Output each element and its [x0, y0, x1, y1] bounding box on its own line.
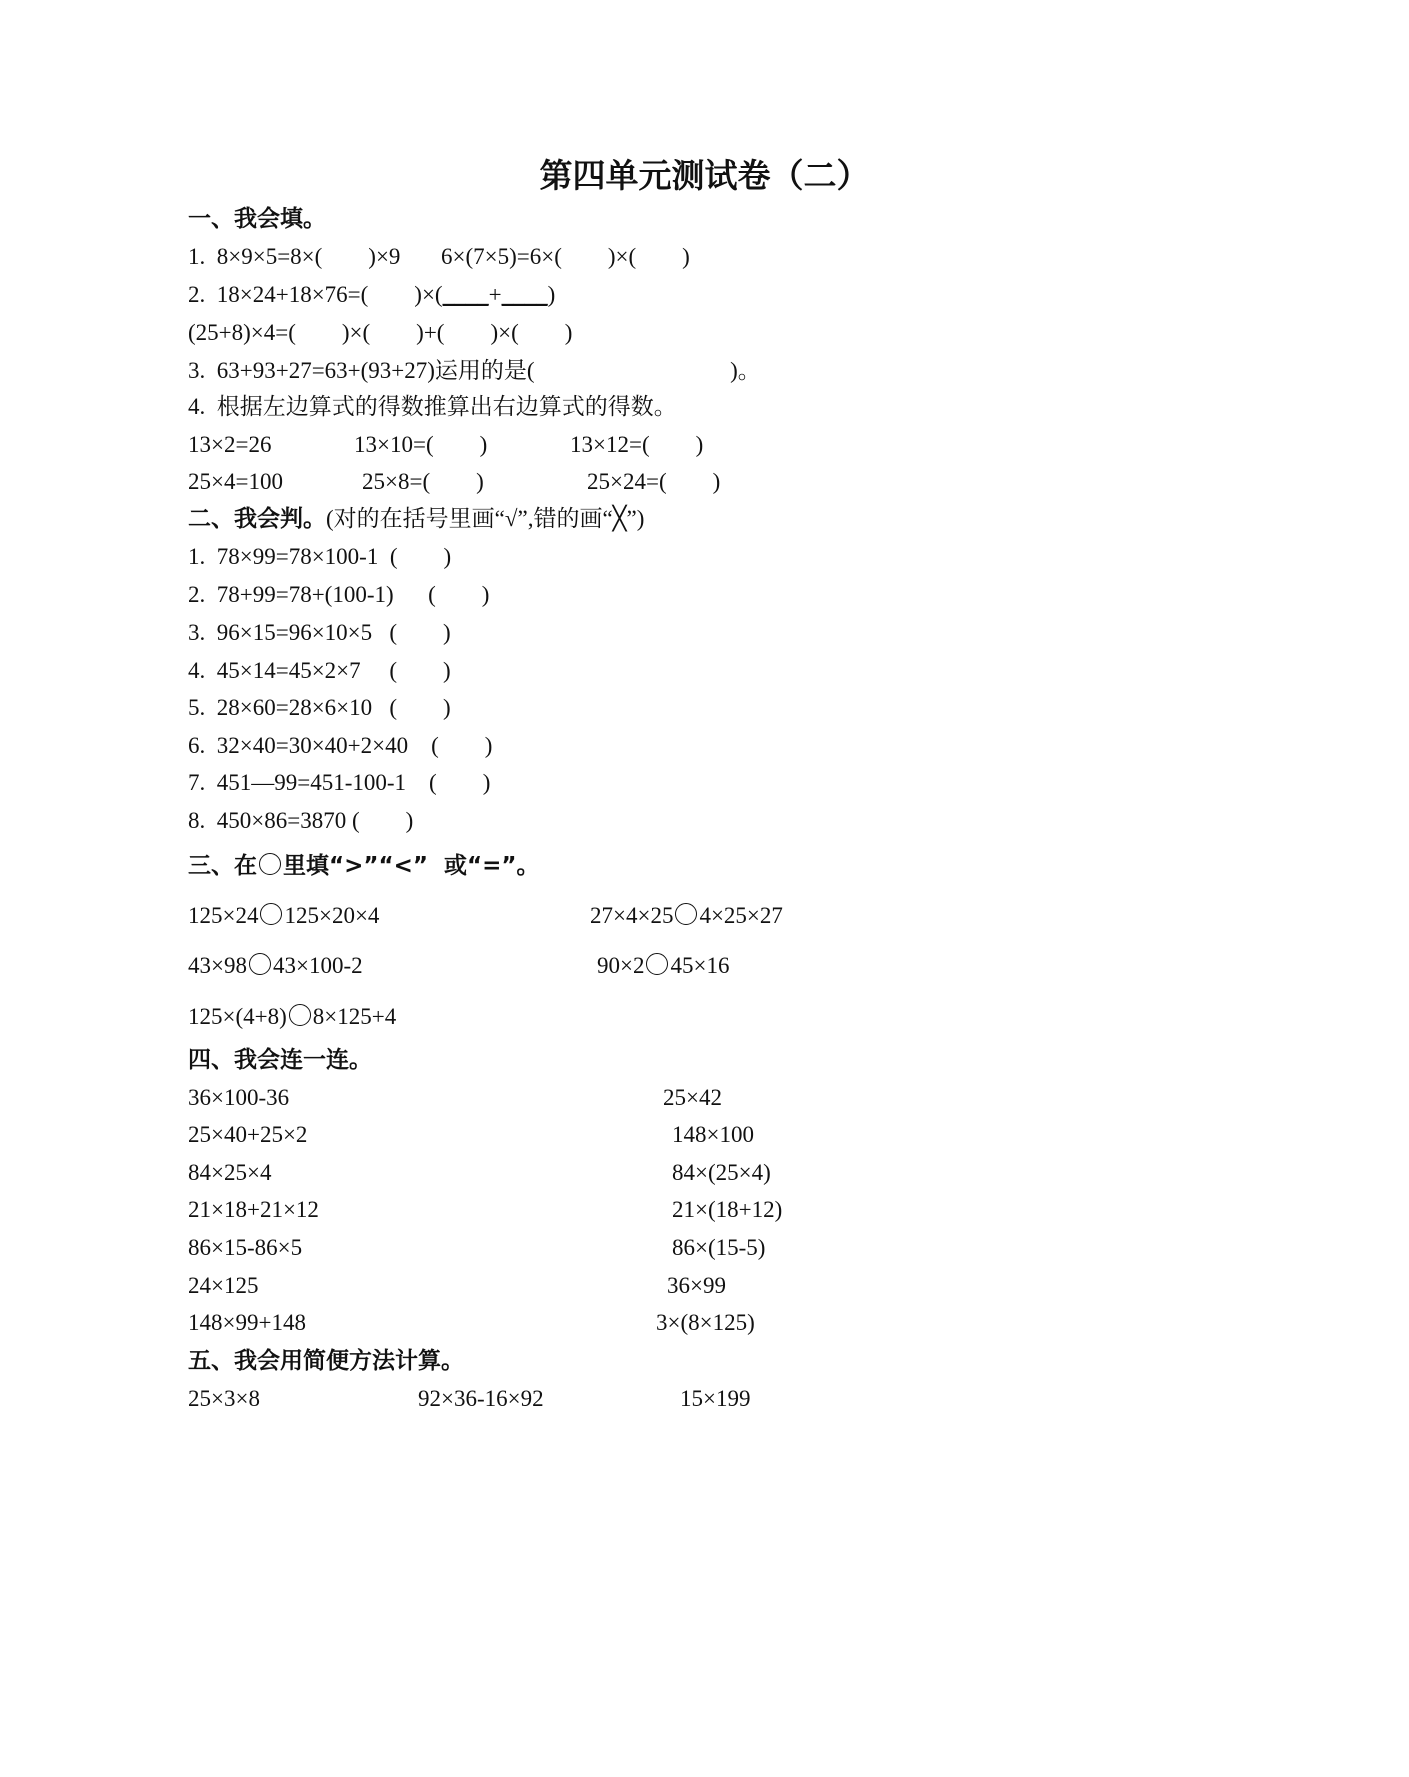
match-right-item: 25×42 — [663, 1085, 722, 1110]
match-left-item: 36×100-36 — [188, 1085, 290, 1110]
match-right-item: 148×100 — [672, 1122, 754, 1147]
compare-left: 43×98 — [188, 953, 247, 978]
q2-blank-1: ____ — [442, 282, 489, 307]
circle-icon — [289, 1004, 311, 1026]
compare-item-2 — [590, 901, 783, 931]
judge-item: 6. 32×40=30×40+2×40 ( ) — [188, 733, 493, 758]
circle-icon — [646, 953, 668, 975]
q4-row2-ans2: 25×24=( ) — [587, 469, 721, 494]
circle-icon — [259, 853, 281, 875]
circle-icon — [675, 903, 697, 925]
match-left-item: 21×18+21×12 — [188, 1197, 319, 1222]
judge-item: 4. 45×14=45×2×7 ( ) — [188, 658, 451, 683]
match-right-item: 86×(15-5) — [672, 1235, 766, 1260]
section2-heading — [188, 504, 644, 534]
section2-heading-text: 二、我会判。 — [188, 506, 326, 532]
compare-right: 8×125+4 — [312, 1004, 397, 1029]
compare-right: 125×20×4 — [284, 903, 380, 928]
section3-heading — [188, 851, 540, 881]
q4-row2-ans1: 25×8=( ) — [362, 469, 484, 494]
q2-part-b: (25+8)×4=( )×( )+( )×( ) — [188, 320, 573, 345]
judge-item: 5. 28×60=28×6×10 ( ) — [188, 695, 451, 720]
q4-row1-given: 13×2=26 — [188, 432, 272, 457]
compare-left: 27×4×25 — [590, 903, 674, 928]
match-right-item: 84×(25×4) — [672, 1160, 771, 1185]
q2-part-a — [188, 280, 555, 310]
calc-item-1: 25×3×8 — [188, 1386, 260, 1411]
section4-heading: 四、我会连一连。 — [188, 1047, 372, 1073]
calc-item-3: 15×199 — [680, 1386, 751, 1411]
judge-item: 2. 78+99=78+(100-1) ( ) — [188, 582, 490, 607]
match-left-item: 25×40+25×2 — [188, 1122, 308, 1147]
q4-row1-ans2: 13×12=( ) — [570, 432, 704, 457]
circle-icon — [260, 903, 282, 925]
section1-heading: 一、我会填。 — [188, 206, 326, 232]
compare-right: 43×100-2 — [272, 953, 363, 978]
section3-heading-post: 里填“>”“<” 或“=”。 — [283, 853, 540, 879]
section2-note: (对的在括号里画“√”,错的画“╳”) — [326, 506, 645, 531]
match-right-item: 3×(8×125) — [656, 1310, 755, 1335]
compare-item-5 — [188, 1002, 396, 1032]
q1-part-b: 6×(7×5)=6×( )×( ) — [441, 244, 690, 269]
page-title: 第四单元测试卷（二） — [539, 156, 870, 195]
match-left-item: 24×125 — [188, 1273, 259, 1298]
match-right-item: 21×(18+12) — [672, 1197, 783, 1222]
compare-item-1 — [188, 901, 379, 931]
compare-item-4 — [597, 951, 729, 981]
judge-item: 3. 96×15=96×10×5 ( ) — [188, 620, 451, 645]
compare-right: 4×25×27 — [699, 903, 783, 928]
match-right-item: 36×99 — [667, 1273, 726, 1298]
q4-row1-ans1: 13×10=( ) — [354, 432, 488, 457]
q1-part-a: 1. 8×9×5=8×( )×9 — [188, 244, 401, 269]
match-left-item: 148×99+148 — [188, 1310, 306, 1335]
q3: 3. 63+93+27=63+(93+27)运用的是( )。 — [188, 358, 761, 383]
q2-prefix: 2. 18×24+18×76=( )×( — [188, 282, 443, 307]
q4: 4. 根据左边算式的得数推算出右边算式的得数。 — [188, 394, 677, 419]
judge-item: 1. 78×99=78×100-1 ( ) — [188, 544, 452, 569]
section3-heading-pre: 三、在 — [188, 853, 257, 879]
match-left-item: 84×25×4 — [188, 1160, 272, 1185]
q2-suffix: ) — [547, 282, 556, 307]
compare-left: 125×(4+8) — [188, 1004, 287, 1029]
match-left-item: 86×15-86×5 — [188, 1235, 303, 1260]
compare-left: 90×2 — [597, 953, 645, 978]
circle-icon — [249, 953, 271, 975]
q2-plus: + — [488, 282, 502, 307]
q4-row2-given: 25×4=100 — [188, 469, 283, 494]
judge-item: 7. 451—99=451-100-1 ( ) — [188, 770, 491, 795]
compare-left: 125×24 — [188, 903, 259, 928]
section5-heading: 五、我会用简便方法计算。 — [188, 1348, 464, 1374]
q2-blank-2: ____ — [501, 282, 548, 307]
compare-item-3 — [188, 951, 363, 981]
calc-item-2: 92×36-16×92 — [418, 1386, 544, 1411]
compare-right: 45×16 — [670, 953, 730, 978]
judge-item: 8. 450×86=3870 ( ) — [188, 808, 414, 833]
